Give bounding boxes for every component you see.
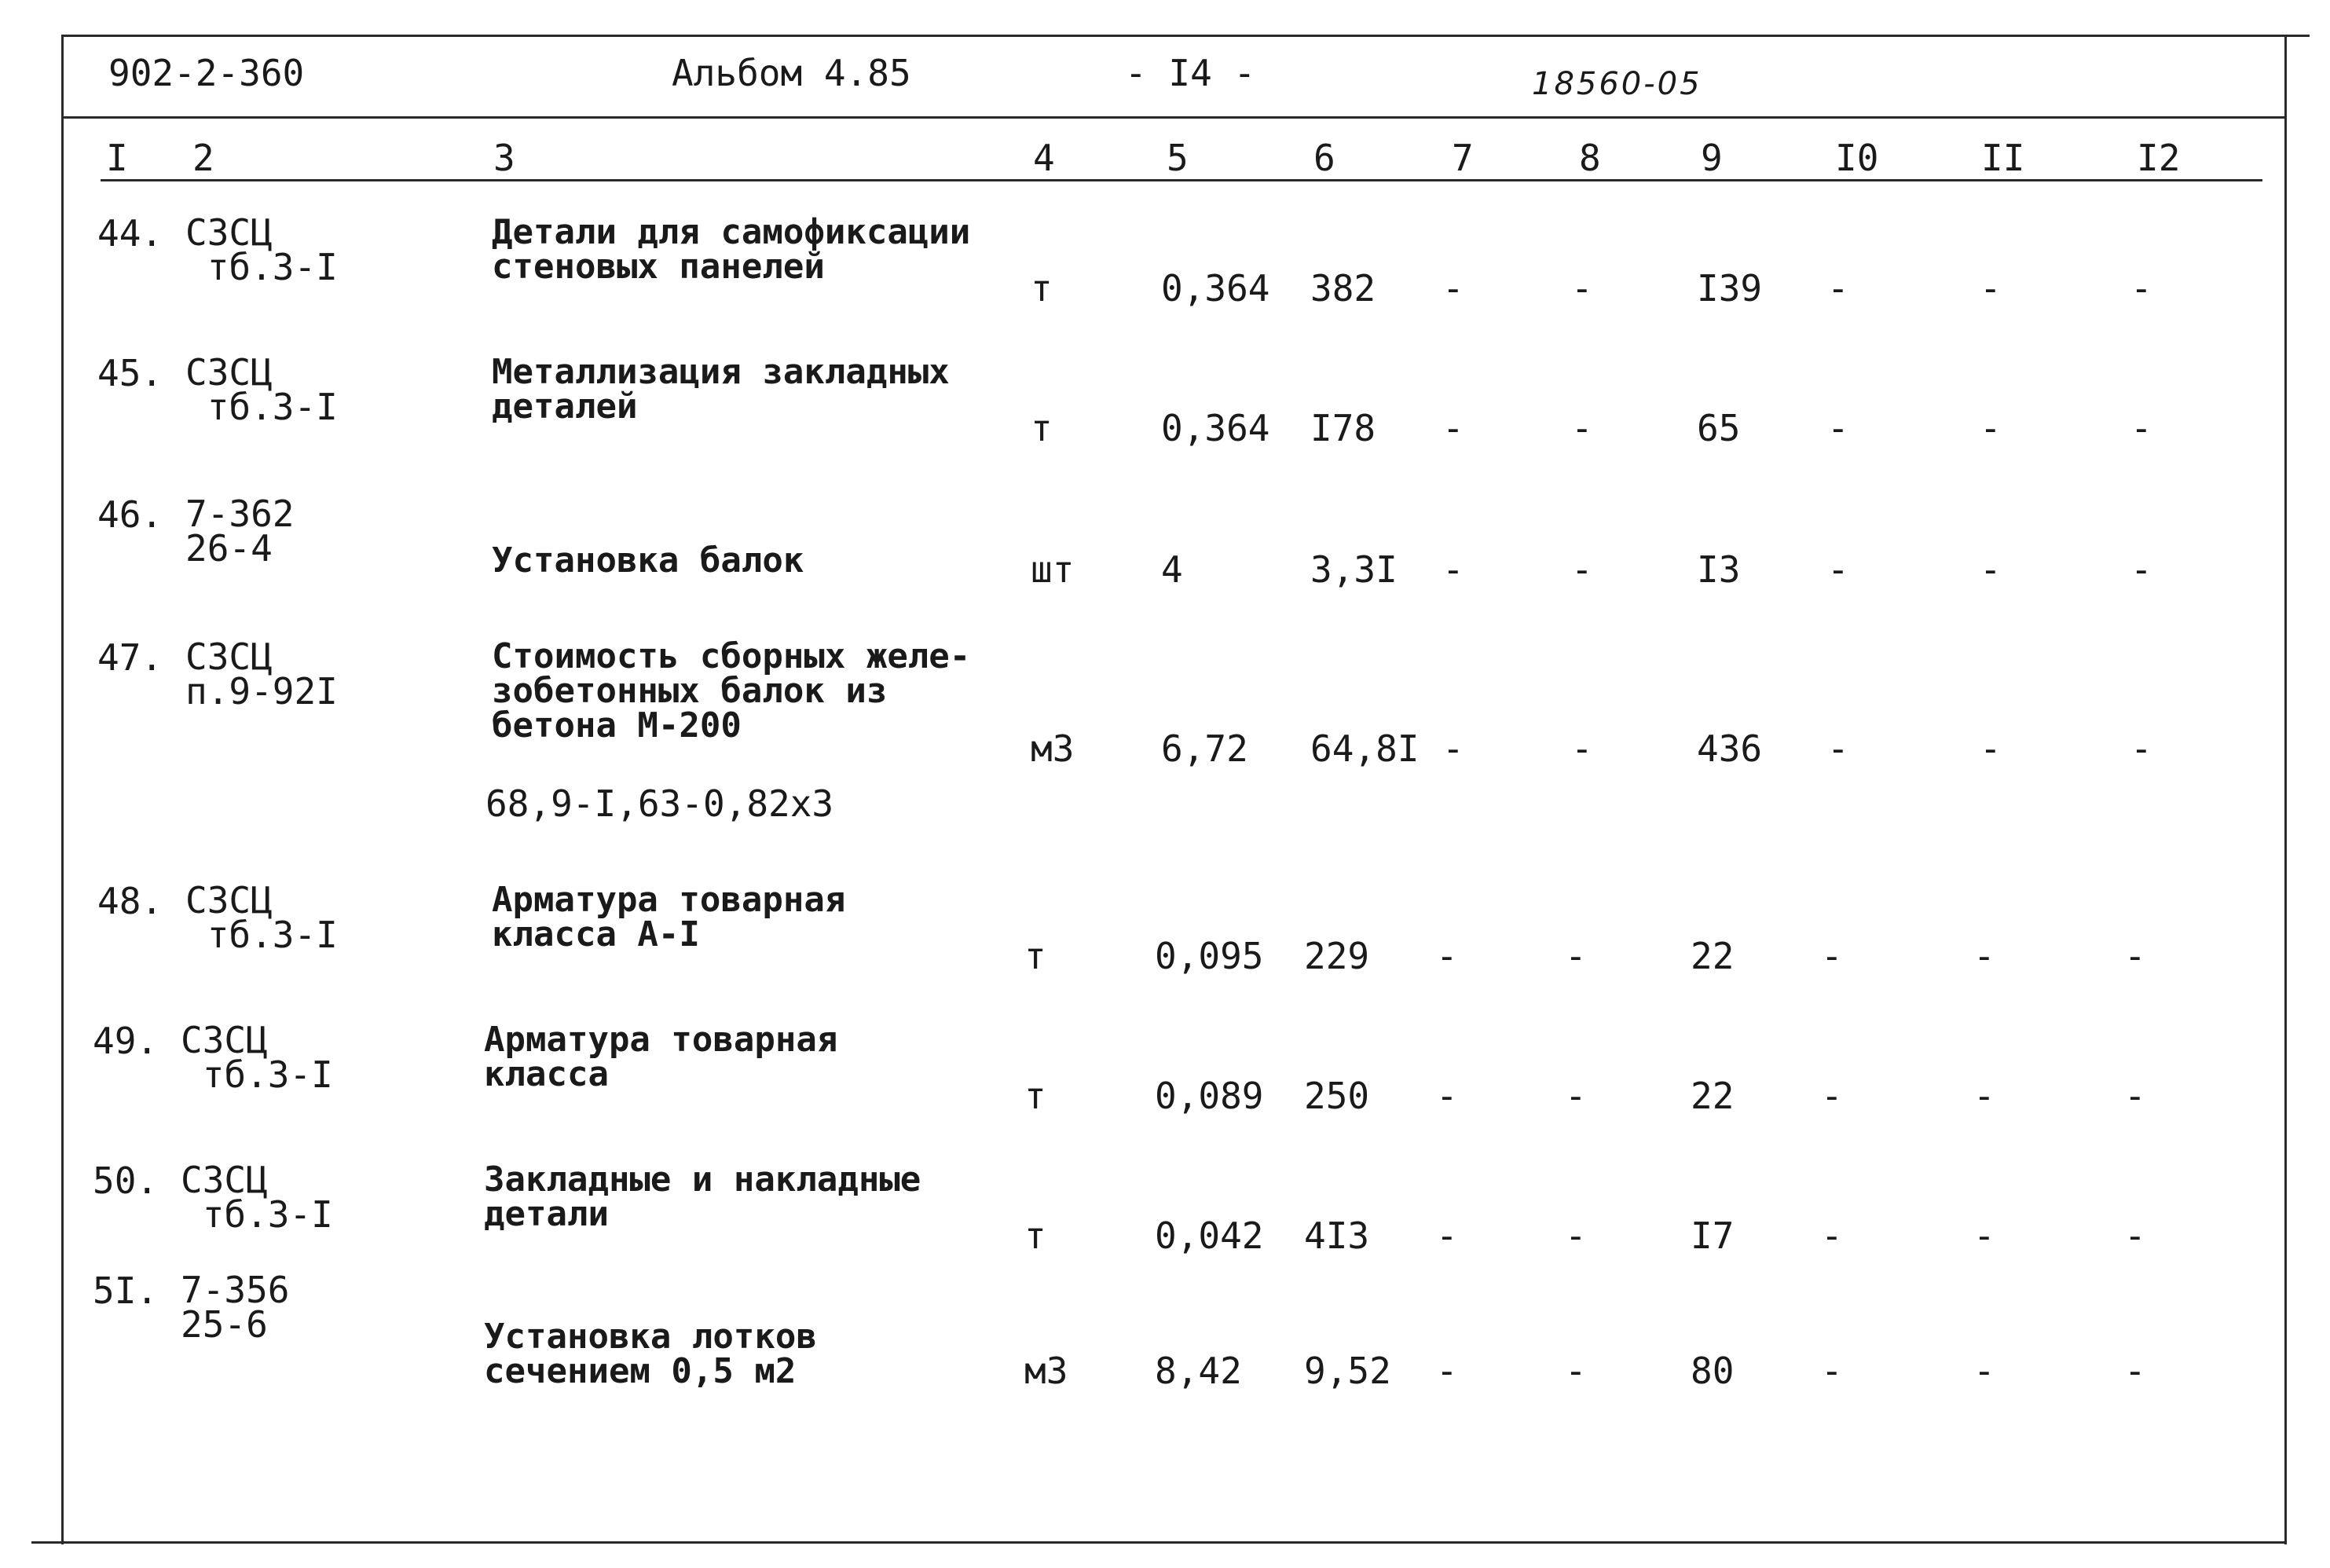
cell-unit: м3 — [1031, 727, 1075, 770]
cell-col-9-total: 65 — [1697, 407, 1741, 449]
cell-quantity: 0,364 — [1161, 267, 1270, 310]
cell-col-10: - — [1827, 267, 1849, 310]
cell-col-7: - — [1442, 407, 1464, 449]
cell-col-12: - — [2130, 267, 2152, 310]
column-number-3: 3 — [493, 137, 515, 179]
row-number: 44. — [97, 212, 163, 255]
cell-col-9-total: 436 — [1697, 727, 1763, 770]
norm-reference: 7-362 26-4 — [185, 493, 295, 570]
cell-col-10: - — [1827, 548, 1849, 591]
cell-col-12: - — [2124, 1075, 2146, 1117]
frame-bottom-border — [31, 1541, 2286, 1544]
cell-quantity: 4 — [1161, 548, 1183, 591]
cell-unit-price: 229 — [1304, 935, 1370, 977]
row-number: 48. — [97, 880, 163, 922]
cell-col-11: - — [1980, 727, 2002, 770]
cell-unit-price: 250 — [1304, 1075, 1370, 1117]
cell-col-10: - — [1821, 1350, 1843, 1392]
work-description: Закладные и накладные детали — [484, 1160, 921, 1234]
album-label: Альбом 4.85 — [672, 52, 911, 94]
cell-col-12: - — [2130, 407, 2152, 449]
column-number-6: 6 — [1313, 137, 1335, 179]
cell-quantity: 6,72 — [1161, 727, 1248, 770]
frame-left-border — [61, 35, 64, 1544]
cell-col-12: - — [2130, 548, 2152, 591]
norm-reference: СЗСЦ п.9-92I — [185, 636, 338, 713]
norm-reference: СЗСЦ тб.3-I — [181, 1019, 333, 1096]
cell-quantity: 0,042 — [1155, 1214, 1264, 1257]
work-description: Установка лотков сечением 0,5 м2 — [484, 1317, 817, 1391]
cell-col-8: - — [1571, 267, 1593, 310]
cell-unit: шт — [1031, 548, 1075, 591]
cell-col-12: - — [2124, 1214, 2146, 1257]
cell-col-9-total: I3 — [1697, 548, 1741, 591]
cell-col-8: - — [1565, 1350, 1587, 1392]
cell-col-10: - — [1821, 935, 1843, 977]
handwritten-number: 18560-05 — [1532, 66, 1702, 102]
cell-unit-price: 9,52 — [1304, 1350, 1391, 1392]
row-number: 50. — [93, 1160, 159, 1202]
cell-col-10: - — [1827, 727, 1849, 770]
row-number: 46. — [97, 493, 163, 536]
column-number-divider — [101, 179, 2262, 181]
cell-col-7: - — [1442, 267, 1464, 310]
norm-reference: СЗСЦ тб.3-I — [185, 351, 338, 428]
work-description: Арматура товарная класса А-I — [492, 880, 846, 954]
column-number-5: 5 — [1167, 137, 1189, 179]
cell-unit: т — [1024, 1075, 1046, 1117]
column-number-1: I — [106, 137, 128, 179]
cell-unit: т — [1024, 935, 1046, 977]
cell-unit-price: 4I3 — [1304, 1214, 1370, 1257]
column-number-9: 9 — [1701, 137, 1723, 179]
column-number-10: I0 — [1835, 137, 1879, 179]
cell-unit: т — [1031, 407, 1053, 449]
norm-reference: СЗСЦ тб.3-I — [185, 879, 338, 956]
cell-col-7: - — [1442, 727, 1464, 770]
column-number-7: 7 — [1452, 137, 1474, 179]
row-number: 49. — [93, 1020, 159, 1062]
cell-quantity: 8,42 — [1155, 1350, 1242, 1392]
cell-col-9-total: 80 — [1691, 1350, 1735, 1392]
cell-col-11: - — [1980, 267, 2002, 310]
cell-col-9-total: I39 — [1697, 267, 1763, 310]
cell-unit-price: 64,8I — [1310, 727, 1420, 770]
frame-right-border — [2284, 35, 2287, 1544]
cell-unit: м3 — [1024, 1350, 1068, 1392]
cell-col-8: - — [1571, 407, 1593, 449]
row-number: 5I. — [93, 1269, 159, 1312]
calculation-note: 68,9-I,63-0,82х3 — [485, 782, 834, 825]
cell-col-10: - — [1827, 407, 1849, 449]
cell-col-12: - — [2124, 1350, 2146, 1392]
row-number: 45. — [97, 352, 163, 394]
cell-quantity: 0,095 — [1155, 935, 1264, 977]
norm-reference: 7-356 25-6 — [181, 1269, 290, 1346]
cell-col-9-total: I7 — [1691, 1214, 1735, 1257]
cell-col-7: - — [1436, 1350, 1458, 1392]
cell-col-7: - — [1436, 1214, 1458, 1257]
cell-col-11: - — [1980, 548, 2002, 591]
cell-unit: т — [1031, 267, 1053, 310]
cell-col-8: - — [1565, 935, 1587, 977]
cell-unit-price: 382 — [1310, 267, 1376, 310]
cell-col-7: - — [1436, 935, 1458, 977]
column-number-12: I2 — [2137, 137, 2181, 179]
norm-reference: СЗСЦ тб.3-I — [181, 1159, 333, 1236]
cell-col-11: - — [1973, 1350, 1995, 1392]
cell-col-8: - — [1571, 727, 1593, 770]
cell-col-8: - — [1565, 1075, 1587, 1117]
cell-col-10: - — [1821, 1075, 1843, 1117]
work-description: Металлизация закладных деталей — [492, 352, 950, 427]
cell-col-8: - — [1565, 1214, 1587, 1257]
project-code: 902-2-360 — [108, 52, 305, 94]
column-number-11: II — [1981, 137, 2025, 179]
cell-unit: т — [1024, 1214, 1046, 1257]
cell-col-12: - — [2130, 727, 2152, 770]
cell-unit-price: I78 — [1310, 407, 1376, 449]
cell-col-9-total: 22 — [1691, 935, 1735, 977]
frame-top-border — [63, 35, 2310, 37]
column-number-4: 4 — [1033, 137, 1055, 179]
header-divider — [63, 116, 2286, 119]
cell-col-11: - — [1973, 1075, 1995, 1117]
cell-col-11: - — [1973, 935, 1995, 977]
work-description: Арматура товарная класса — [484, 1020, 838, 1094]
cell-col-12: - — [2124, 935, 2146, 977]
cell-quantity: 0,089 — [1155, 1075, 1264, 1117]
work-description: Стоимость сборных желе- зобетонных балок из бетона М-200 — [492, 636, 971, 746]
cell-col-10: - — [1821, 1214, 1843, 1257]
cell-unit-price: 3,3I — [1310, 548, 1398, 591]
cell-col-9-total: 22 — [1691, 1075, 1735, 1117]
norm-reference: СЗСЦ тб.3-I — [185, 211, 338, 288]
work-description: Установка балок — [492, 540, 804, 581]
cell-col-11: - — [1973, 1214, 1995, 1257]
cell-col-7: - — [1442, 548, 1464, 591]
column-number-2: 2 — [192, 137, 214, 179]
cell-col-8: - — [1571, 548, 1593, 591]
column-number-8: 8 — [1579, 137, 1601, 179]
work-description: Детали для самофиксации стеновых панелей — [492, 212, 971, 287]
row-number: 47. — [97, 636, 163, 679]
cell-col-11: - — [1980, 407, 2002, 449]
cell-col-7: - — [1436, 1075, 1458, 1117]
page-number: - I4 - — [1125, 52, 1256, 94]
cell-quantity: 0,364 — [1161, 407, 1270, 449]
